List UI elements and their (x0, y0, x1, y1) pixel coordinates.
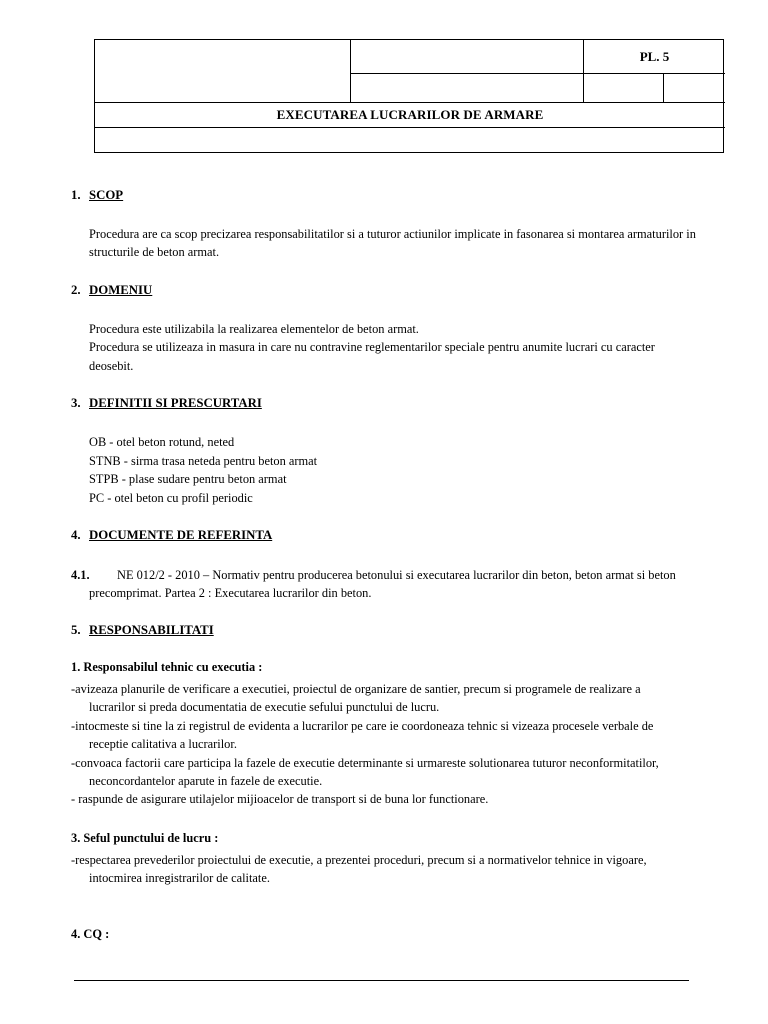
section-heading-documente: 4. DOCUMENTE DE REFERINTA (71, 528, 273, 542)
section-heading-domeniu: 2. DOMENIU (71, 283, 153, 297)
subheading-sef-punct-lucru: 3. Seful punctului de lucru : (71, 831, 219, 845)
sef-punct-lucru-duties: -respectarea prevederilor proiectului de executie, a prezentei proceduri, precum si a normativelor tehnice in vigoare, intocmirea inregistrarilor de calitate. (71, 853, 647, 886)
definition-item: STNB - sirma trasa neteda pentru beton armat (89, 454, 318, 468)
section-heading-responsabilitati: 5. RESPONSABILITATI (71, 623, 214, 637)
definition-item: PC - otel beton cu profil periodic (89, 491, 253, 505)
responsabil-tehnic-duties: -avizeaza planurile de verificare a executiei, proiectul de organizare de santier, precum si programele de realizare a lucrarilor si preda documentatia de executie sefului punctului de lucru. -intocmeste si tine la zi registrul de evidenta a lucrarilor pe care ie coordoneaza tehnic si vizeaza procesele verbale de receptie calitativa a lucrarilor. -convoaca factorii care participa la fazele de executie determinante si urmareste solutionarea tuturor neconformitatilor, neconcordantelor aparute in fazele de executie. - raspunde de asigurare utilajelor mijioacelor de transport si de buna lor functionare. (71, 682, 659, 807)
definition-item: STPB - plase sudare pentru beton armat (89, 472, 287, 486)
reference-number: 4.1. (71, 568, 90, 582)
document-code: PL. 5 (639, 49, 670, 64)
table-divider (663, 73, 664, 102)
definition-item: OB - otel beton rotund, neted (89, 435, 235, 449)
domeniu-paragraph: Procedura este utilizabila la realizarea elementelor de beton armat. Procedura se utilizeaza in masura in care nu contravine reglementarilor speciale pentru anumite lucrari cu caracter deosebit. (89, 322, 655, 373)
table-divider (350, 40, 351, 102)
document-title: EXECUTAREA LUCRARILOR DE ARMARE (276, 107, 544, 122)
section-heading-scop: 1. SCOP (71, 188, 124, 202)
subheading-responsabil-tehnic: 1. Responsabilul tehnic cu executia : (71, 660, 263, 674)
scop-paragraph: Procedura are ca scop precizarea responsabilitatilor si a tuturor actiunilor implicate in fasonarea si montarea armaturilor in structurile de beton armat. (89, 227, 696, 260)
reference-item: 4.1. NE 012/2 - 2010 – Normativ pentru producerea betonului si executarea lucrarilor din beton, beton armat si beton precomprimat. Partea 2 : Executarea lucrarilor din beton. (71, 568, 676, 601)
section-heading-definitii: 3. DEFINITII SI PRESCURTARI (71, 396, 262, 410)
subheading-cq: 4. CQ : (71, 927, 110, 941)
footer-divider (74, 980, 689, 981)
header-table (94, 39, 724, 153)
